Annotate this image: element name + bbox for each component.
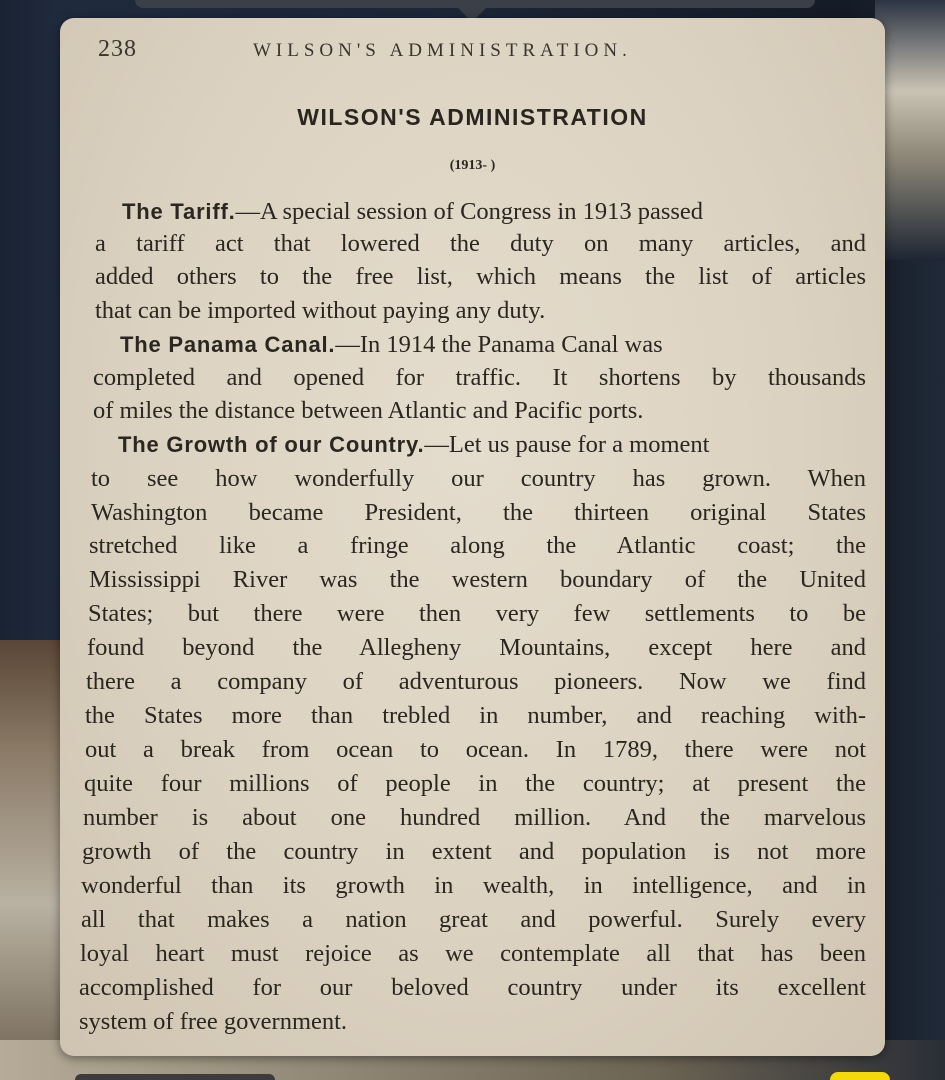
section-line: growth of the country in extent and population is not more [82,838,866,865]
section-line: quite four millions of people in the country; at present the [84,770,866,797]
section-line: system of free government. [79,1008,348,1035]
section-line-text: —In 1914 the Panama Canal was [335,331,663,358]
section-line: out a break from ocean to ocean. In 1789, there were not [85,736,866,763]
book-page-photo [60,18,885,1056]
section-heading: The Growth of our Country. [118,432,425,457]
section-line: a tariff act that lowered the duty on many articles, and [95,230,866,257]
section-line-text: —A special session of Congress in 1913 passed [235,198,704,225]
section-line-text: —Let us pause for a moment [424,431,710,458]
section-line [122,198,866,226]
section-heading: The Panama Canal. [120,332,336,357]
section-line: there a company of adventurous pioneers. Now we find [86,668,866,695]
page-number: 238 [98,36,137,62]
section-line: of miles the distance between Atlantic and Pacific ports. [93,397,644,424]
section-line: added others to the free list, which means the list of articles [95,263,866,290]
chapter-title: WILSON'S ADMINISTRATION [297,104,648,130]
bottom-yellow-indicator [830,1072,890,1080]
section-line: Mississippi River was the western boundary of the United [89,566,866,593]
section-line: all that makes a nation great and powerful. Surely every [81,906,866,933]
section-line: the States more than trebled in number, and reaching with- [85,702,866,729]
section-line: completed and opened for traffic. It shortens by thousands [93,364,866,391]
section-line: to see how wonderfully our country has grown. When [91,465,866,492]
section-line: stretched like a fringe along the Atlantic coast; the [89,532,866,559]
section-line: that can be imported without paying any duty. [95,297,546,324]
background-right-blur [875,0,945,260]
bottom-handle [75,1074,275,1080]
running-title: WILSON'S ADMINISTRATION. [253,40,632,61]
section-line: loyal heart must rejoice as we contemplate all that has been [80,940,866,967]
top-overlay-bar [135,0,815,8]
section-line [120,331,866,359]
section-line: wonderful than its growth in wealth, in intelligence, and in [81,872,866,899]
section-line: States; but there were then very few settlements to be [88,600,866,627]
date-range: (1913- ) [449,158,496,173]
section-line: Washington became President, the thirteen original States [91,499,866,526]
section-line: number is about one hundred million. And the marvelous [83,804,866,831]
section-line: found beyond the Allegheny Mountains, except here and [87,634,866,661]
running-head [98,36,848,66]
section-heading: The Tariff. [122,199,236,224]
section-line: accomplished for our beloved country under its excellent [79,974,866,1001]
section-line [118,431,866,459]
